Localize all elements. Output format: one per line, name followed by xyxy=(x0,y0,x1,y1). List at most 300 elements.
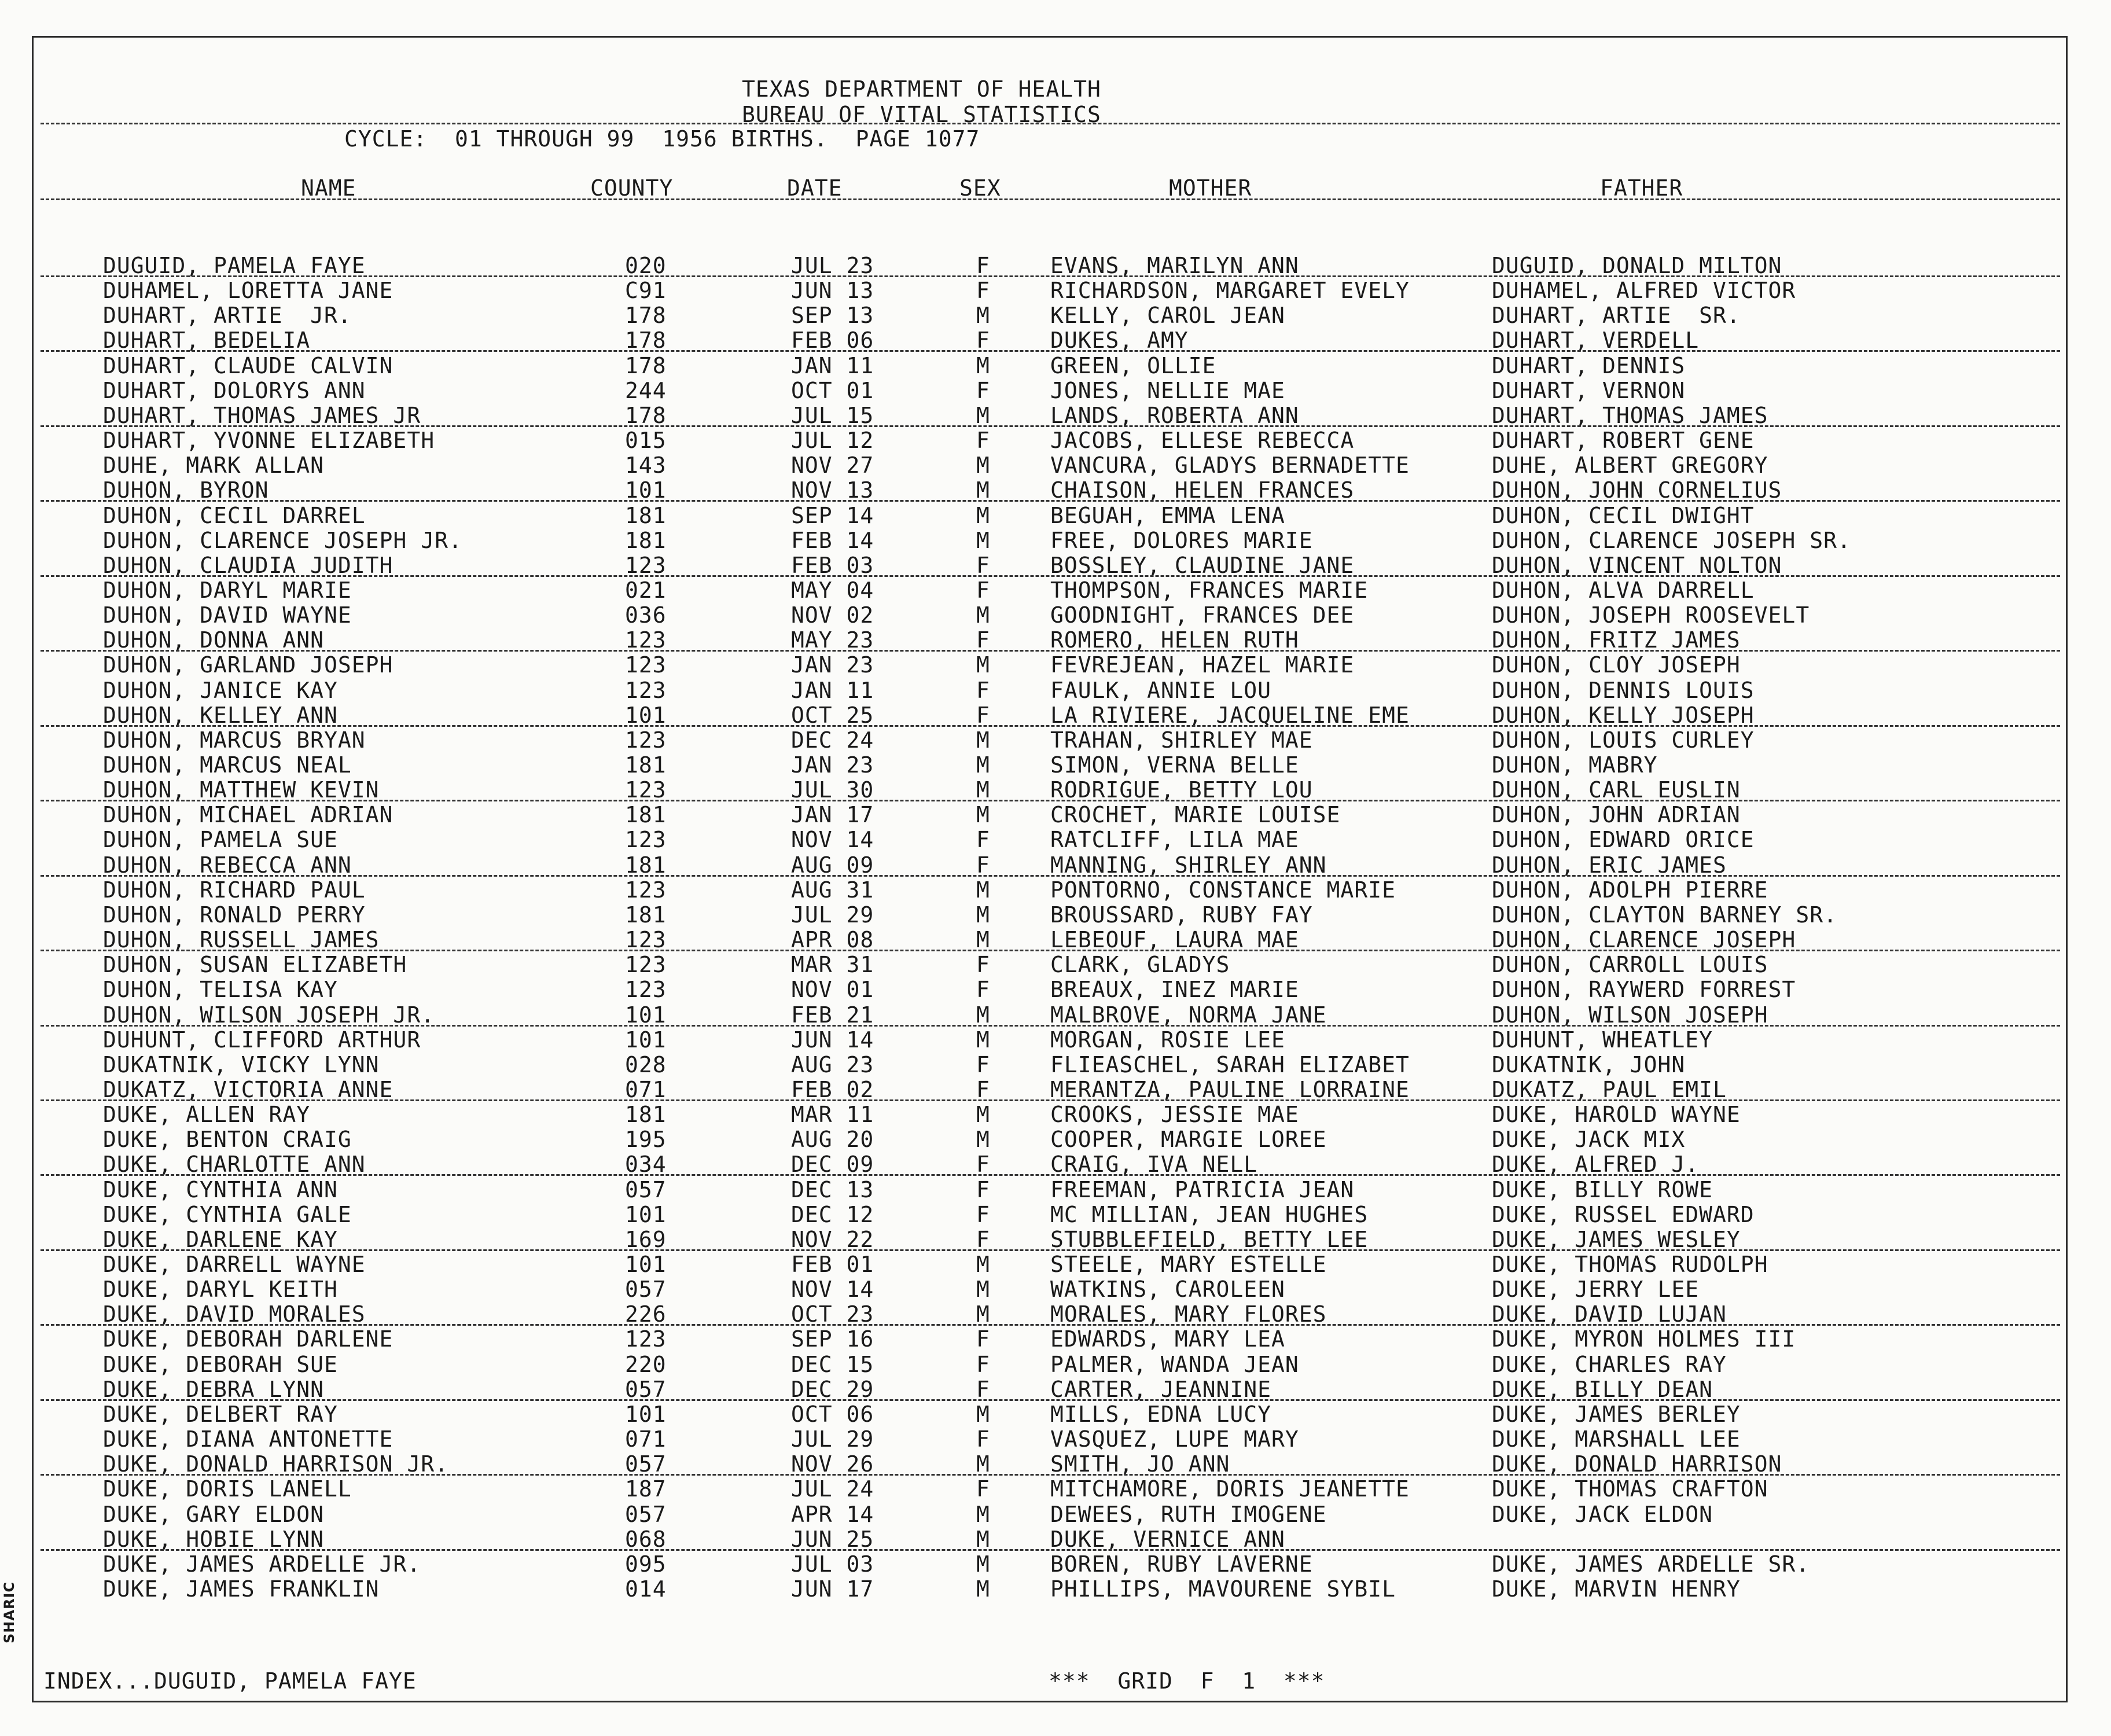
cell-sex: M xyxy=(976,502,990,528)
cell-name: DUHON, MICHAEL ADRIAN xyxy=(103,802,393,828)
cell-father: DUHON, CECIL DWIGHT xyxy=(1492,502,1755,528)
cell-county: 181 xyxy=(625,1102,667,1128)
cell-county: 220 xyxy=(625,1351,667,1377)
cell-father: DUKE, JAMES BERLEY xyxy=(1492,1401,1741,1427)
cell-mother: TRAHAN, SHIRLEY MAE xyxy=(1050,727,1313,753)
cell-name: DUHART, DOLORYS ANN xyxy=(103,377,366,403)
cell-date: JUN 14 xyxy=(791,1027,874,1053)
table-row xyxy=(0,903,2111,928)
cell-date: DEC 29 xyxy=(791,1376,874,1402)
cell-name: DUKE, DEBORAH SUE xyxy=(103,1351,338,1377)
cell-date: MAY 23 xyxy=(791,627,874,653)
cell-date: SEP 16 xyxy=(791,1326,874,1352)
cell-date: NOV 22 xyxy=(791,1226,874,1252)
cell-name: DUHON, RUSSELL JAMES xyxy=(103,927,380,953)
cell-father: DUKE, THOMAS CRAFTON xyxy=(1492,1476,1768,1502)
cell-date: SEP 13 xyxy=(791,303,874,329)
cell-father: DUKATZ, PAUL EMIL xyxy=(1492,1076,1727,1102)
cell-father: DUKE, JAMES ARDELLE SR. xyxy=(1492,1551,1810,1577)
table-row xyxy=(0,753,2111,778)
cell-father: DUHART, DENNIS xyxy=(1492,352,1686,378)
group-rule xyxy=(41,1099,2060,1101)
table-row xyxy=(0,1277,2111,1302)
cell-father: DUKE, DONALD HARRISON xyxy=(1492,1451,1782,1477)
cell-sex: M xyxy=(976,877,990,903)
cell-sex: F xyxy=(976,1376,990,1402)
cell-mother: CROOKS, JESSIE MAE xyxy=(1050,1102,1299,1128)
cell-father: DUHON, CLARENCE JOSEPH xyxy=(1492,927,1796,953)
cell-sex: F xyxy=(976,1476,990,1502)
table-row xyxy=(0,303,2111,328)
cell-county: 123 xyxy=(625,977,667,1003)
cell-mother: WATKINS, CAROLEEN xyxy=(1050,1277,1285,1303)
cell-county: 143 xyxy=(625,453,667,479)
table-row xyxy=(0,928,2111,952)
cell-date: AUG 31 xyxy=(791,877,874,903)
cell-county: 169 xyxy=(625,1226,667,1252)
table-row xyxy=(0,1003,2111,1028)
cell-sex: F xyxy=(976,952,990,978)
col-header-date: DATE xyxy=(787,175,843,201)
cell-name: DUHAMEL, LORETTA JANE xyxy=(103,278,393,304)
cell-father: DUKE, RUSSEL EDWARD xyxy=(1492,1201,1755,1227)
table-row xyxy=(0,1077,2111,1102)
cell-sex: F xyxy=(976,253,990,278)
cell-county: 057 xyxy=(625,1501,667,1527)
cell-sex: F xyxy=(976,827,990,853)
table-row xyxy=(0,728,2111,753)
cell-mother: FREEMAN, PATRICIA JEAN xyxy=(1050,1176,1355,1202)
cell-mother: JACOBS, ELLESE REBECCA xyxy=(1050,428,1355,454)
cell-name: DUHART, THOMAS JAMES JR xyxy=(103,402,421,428)
cell-name: DUHON, DAVID WAYNE xyxy=(103,602,352,628)
cell-mother: PALMER, WANDA JEAN xyxy=(1050,1351,1299,1377)
cell-mother: MERANTZA, PAULINE LORRAINE xyxy=(1050,1076,1410,1102)
cell-name: DUKE, CYNTHIA GALE xyxy=(103,1201,352,1227)
cell-mother: MORALES, MARY FLORES xyxy=(1050,1301,1327,1327)
cell-date: FEB 03 xyxy=(791,552,874,578)
col-header-mother: MOTHER xyxy=(1169,175,1252,201)
cell-sex: M xyxy=(976,802,990,828)
table-row xyxy=(0,827,2111,852)
cell-sex: M xyxy=(976,1551,990,1577)
cell-mother: JONES, NELLIE MAE xyxy=(1050,377,1285,403)
table-row xyxy=(0,803,2111,827)
cell-father: DUKE, THOMAS RUDOLPH xyxy=(1492,1252,1768,1277)
cell-father: DUKE, MARVIN HENRY xyxy=(1492,1576,1741,1602)
cell-name: DUHART, CLAUDE CALVIN xyxy=(103,352,393,378)
cell-sex: F xyxy=(976,1076,990,1102)
cell-name: DUHON, RONALD PERRY xyxy=(103,902,366,928)
cell-sex: M xyxy=(976,902,990,928)
cell-mother: VANCURA, GLADYS BERNADETTE xyxy=(1050,453,1410,479)
cell-mother: CLARK, GLADYS xyxy=(1050,952,1230,978)
cell-county: 057 xyxy=(625,1277,667,1303)
table-row xyxy=(0,952,2111,977)
cell-county: 057 xyxy=(625,1376,667,1402)
cell-father: DUHON, EDWARD ORICE xyxy=(1492,827,1755,853)
col-header-father: FATHER xyxy=(1600,175,1683,201)
table-row xyxy=(0,1352,2111,1377)
cell-mother: FEVREJEAN, HAZEL MARIE xyxy=(1050,652,1355,678)
table-row xyxy=(0,253,2111,278)
cell-sex: M xyxy=(976,1002,990,1028)
cell-name: DUHUNT, CLIFFORD ARTHUR xyxy=(103,1027,421,1053)
cell-name: DUHON, MATTHEW KEVIN xyxy=(103,777,380,803)
cell-mother: BOSSLEY, CLAUDINE JANE xyxy=(1050,552,1355,578)
cell-county: 123 xyxy=(625,952,667,978)
cell-date: JUL 30 xyxy=(791,777,874,803)
group-rule xyxy=(41,800,2060,801)
table-row xyxy=(0,1402,2111,1427)
cell-father: DUKE, JERRY LEE xyxy=(1492,1277,1700,1303)
cell-sex: M xyxy=(976,402,990,428)
cell-county: 101 xyxy=(625,702,667,728)
cell-county: 123 xyxy=(625,552,667,578)
cell-name: DUHON, CLAUDIA JUDITH xyxy=(103,552,393,578)
cell-father: DUKE, DAVID LUJAN xyxy=(1492,1301,1727,1327)
cell-mother: THOMPSON, FRANCES MARIE xyxy=(1050,577,1369,603)
cell-name: DUKE, JAMES ARDELLE JR. xyxy=(103,1551,421,1577)
cell-mother: MALBROVE, NORMA JANE xyxy=(1050,1002,1327,1028)
cell-father: DUKATNIK, JOHN xyxy=(1492,1051,1686,1077)
cell-father: DUHART, ROBERT GENE xyxy=(1492,428,1755,454)
cell-father: DUHON, ADOLPH PIERRE xyxy=(1492,877,1768,903)
cell-name: DUKE, DAVID MORALES xyxy=(103,1301,366,1327)
cell-name: DUHON, CECIL DARREL xyxy=(103,502,366,528)
cell-name: DUKE, DIANA ANTONETTE xyxy=(103,1426,393,1452)
cell-date: JUL 23 xyxy=(791,253,874,278)
cell-sex: F xyxy=(976,1326,990,1352)
group-rule xyxy=(41,575,2060,577)
cell-mother: CHAISON, HELEN FRANCES xyxy=(1050,477,1355,503)
group-rule xyxy=(41,275,2060,277)
cell-date: JAN 11 xyxy=(791,677,874,703)
cell-date: FEB 14 xyxy=(791,527,874,553)
cell-mother: BOREN, RUBY LAVERNE xyxy=(1050,1551,1313,1577)
cell-name: DUHON, PAMELA SUE xyxy=(103,827,338,853)
cell-county: 101 xyxy=(625,1252,667,1277)
cell-name: DUHON, MARCUS NEAL xyxy=(103,752,352,778)
cell-county: 181 xyxy=(625,527,667,553)
cell-date: JAN 11 xyxy=(791,352,874,378)
cell-county: 123 xyxy=(625,727,667,753)
cell-sex: F xyxy=(976,328,990,354)
cell-date: JUL 12 xyxy=(791,428,874,454)
cell-father: DUHON, CLARENCE JOSEPH SR. xyxy=(1492,527,1851,553)
cell-sex: M xyxy=(976,1576,990,1602)
cell-mother: LEBEOUF, LAURA MAE xyxy=(1050,927,1299,953)
table-row xyxy=(0,653,2111,678)
cell-name: DUKE, DARRELL WAYNE xyxy=(103,1252,366,1277)
col-header-county: COUNTY xyxy=(590,175,674,201)
cell-sex: F xyxy=(976,1226,990,1252)
table-row xyxy=(0,428,2111,453)
cell-mother: FLIEASCHEL, SARAH ELIZABET xyxy=(1050,1051,1410,1077)
cell-date: FEB 02 xyxy=(791,1076,874,1102)
table-row xyxy=(0,678,2111,703)
cell-county: 123 xyxy=(625,827,667,853)
cell-name: DUHART, YVONNE ELIZABETH xyxy=(103,428,435,454)
table-row xyxy=(0,1102,2111,1127)
table-row xyxy=(0,378,2111,403)
table-row xyxy=(0,853,2111,878)
col-header-name: NAME xyxy=(301,175,356,201)
cell-sex: F xyxy=(976,552,990,578)
cell-name: DUHE, MARK ALLAN xyxy=(103,453,325,479)
cell-father: DUKE, JACK ELDON xyxy=(1492,1501,1713,1527)
cell-mother: STUBBLEFIELD, BETTY LEE xyxy=(1050,1226,1369,1252)
cell-name: DUHON, GARLAND JOSEPH xyxy=(103,652,393,678)
cell-mother: ROMERO, HELEN RUTH xyxy=(1050,627,1299,653)
table-row xyxy=(0,703,2111,728)
table-row xyxy=(0,603,2111,628)
cell-sex: F xyxy=(976,1426,990,1452)
cell-date: DEC 15 xyxy=(791,1351,874,1377)
cell-sex: M xyxy=(976,1451,990,1477)
cell-name: DUKE, ALLEN RAY xyxy=(103,1102,311,1128)
cell-mother: PONTORNO, CONSTANCE MARIE xyxy=(1050,877,1396,903)
cell-county: 071 xyxy=(625,1076,667,1102)
cell-county: 071 xyxy=(625,1426,667,1452)
cell-county: 187 xyxy=(625,1476,667,1502)
cell-county: 101 xyxy=(625,1002,667,1028)
table-row xyxy=(0,1178,2111,1202)
cell-date: JUL 15 xyxy=(791,402,874,428)
cell-father: DUHON, JOHN ADRIAN xyxy=(1492,802,1741,828)
cell-date: FEB 21 xyxy=(791,1002,874,1028)
group-rule xyxy=(41,1549,2060,1551)
group-rule xyxy=(41,350,2060,352)
cell-date: APR 08 xyxy=(791,927,874,953)
table-row xyxy=(0,1252,2111,1277)
cell-county: 036 xyxy=(625,602,667,628)
cell-date: JUN 25 xyxy=(791,1526,874,1552)
cell-name: DUHON, RICHARD PAUL xyxy=(103,877,366,903)
cell-county: 101 xyxy=(625,1401,667,1427)
cell-sex: F xyxy=(976,1176,990,1202)
cell-father: DUGUID, DONALD MILTON xyxy=(1492,253,1782,278)
cell-date: OCT 06 xyxy=(791,1401,874,1427)
cell-date: JAN 17 xyxy=(791,802,874,828)
cell-father: DUHON, FRITZ JAMES xyxy=(1492,627,1741,653)
cell-county: 181 xyxy=(625,802,667,828)
cell-name: DUGUID, PAMELA FAYE xyxy=(103,253,366,278)
cell-father: DUKE, JAMES WESLEY xyxy=(1492,1226,1741,1252)
table-row xyxy=(0,1552,2111,1577)
cell-name: DUKE, CHARLOTTE ANN xyxy=(103,1152,366,1178)
cell-name: DUKE, DORIS LANELL xyxy=(103,1476,352,1502)
cell-name: DUHON, DARYL MARIE xyxy=(103,577,352,603)
grid-footer: *** GRID F 1 *** xyxy=(1049,1668,1325,1694)
cell-date: DEC 13 xyxy=(791,1176,874,1202)
cell-father: DUHON, CLAYTON BARNEY SR. xyxy=(1492,902,1837,928)
cell-mother: SMITH, JO ANN xyxy=(1050,1451,1230,1477)
cell-county: 123 xyxy=(625,652,667,678)
cell-mother: RICHARDSON, MARGARET EVELY xyxy=(1050,278,1410,304)
group-rule xyxy=(41,1249,2060,1251)
cell-sex: M xyxy=(976,1127,990,1153)
cell-county: 068 xyxy=(625,1526,667,1552)
cell-name: DUKATZ, VICTORIA ANNE xyxy=(103,1076,393,1102)
cell-name: DUKE, DARLENE KAY xyxy=(103,1226,338,1252)
cell-date: APR 14 xyxy=(791,1501,874,1527)
group-rule xyxy=(41,425,2060,427)
cell-county: 123 xyxy=(625,927,667,953)
cell-county: 101 xyxy=(625,1201,667,1227)
cell-sex: F xyxy=(976,577,990,603)
cell-mother: LA RIVIERE, JACQUELINE EME xyxy=(1050,702,1410,728)
cell-date: OCT 23 xyxy=(791,1301,874,1327)
cell-name: DUHON, CLARENCE JOSEPH JR. xyxy=(103,527,462,553)
cell-sex: M xyxy=(976,727,990,753)
table-row xyxy=(0,278,2111,303)
cell-father: DUHAMEL, ALFRED VICTOR xyxy=(1492,278,1796,304)
cell-date: JUN 17 xyxy=(791,1576,874,1602)
cell-mother: BEGUAH, EMMA LENA xyxy=(1050,502,1285,528)
cell-mother: KELLY, CAROL JEAN xyxy=(1050,303,1285,329)
cell-father: DUHART, THOMAS JAMES xyxy=(1492,402,1768,428)
cell-mother: MC MILLIAN, JEAN HUGHES xyxy=(1050,1201,1369,1227)
cell-name: DUHON, WILSON JOSEPH JR. xyxy=(103,1002,435,1028)
cell-date: JUL 29 xyxy=(791,902,874,928)
group-rule xyxy=(41,1174,2060,1176)
cell-sex: F xyxy=(976,1152,990,1178)
cell-mother: SIMON, VERNA BELLE xyxy=(1050,752,1299,778)
cell-date: JAN 23 xyxy=(791,752,874,778)
side-stamp: SHARIC xyxy=(1,1581,17,1643)
cell-father: DUHON, DENNIS LOUIS xyxy=(1492,677,1755,703)
cell-date: FEB 01 xyxy=(791,1252,874,1277)
cell-date: JAN 23 xyxy=(791,652,874,678)
cell-date: AUG 09 xyxy=(791,852,874,878)
cell-date: MAR 11 xyxy=(791,1102,874,1128)
group-rule xyxy=(41,1399,2060,1401)
cell-name: DUHON, TELISA KAY xyxy=(103,977,338,1003)
cell-sex: M xyxy=(976,777,990,803)
cell-sex: F xyxy=(976,377,990,403)
cell-father: DUKE, ALFRED J. xyxy=(1492,1152,1700,1178)
cell-mother: FAULK, ANNIE LOU xyxy=(1050,677,1272,703)
cell-sex: M xyxy=(976,1277,990,1303)
table-row xyxy=(0,1327,2111,1352)
cell-sex: F xyxy=(976,1051,990,1077)
cell-sex: F xyxy=(976,702,990,728)
cell-name: DUHON, JANICE KAY xyxy=(103,677,338,703)
cell-father: DUKE, CHARLES RAY xyxy=(1492,1351,1727,1377)
table-row xyxy=(0,503,2111,528)
cell-county: 057 xyxy=(625,1176,667,1202)
cell-father: DUKE, BILLY ROWE xyxy=(1492,1176,1713,1202)
cell-county: 123 xyxy=(625,677,667,703)
cell-county: 181 xyxy=(625,752,667,778)
index-footer: INDEX...DUGUID, PAMELA FAYE xyxy=(43,1668,417,1694)
cell-date: JUL 29 xyxy=(791,1426,874,1452)
cell-father: DUKE, JACK MIX xyxy=(1492,1127,1686,1153)
cell-mother: CARTER, JEANNINE xyxy=(1050,1376,1272,1402)
cell-sex: M xyxy=(976,352,990,378)
cell-mother: BROUSSARD, RUBY FAY xyxy=(1050,902,1313,928)
cell-sex: M xyxy=(976,602,990,628)
cell-date: NOV 26 xyxy=(791,1451,874,1477)
cell-sex: M xyxy=(976,1252,990,1277)
cell-county: 226 xyxy=(625,1301,667,1327)
cell-sex: F xyxy=(976,428,990,454)
cell-sex: M xyxy=(976,303,990,329)
cell-mother: EDWARDS, MARY LEA xyxy=(1050,1326,1285,1352)
cell-name: DUKE, DEBORAH DARLENE xyxy=(103,1326,393,1352)
table-row xyxy=(0,1427,2111,1452)
cell-county: 015 xyxy=(625,428,667,454)
cell-date: JUN 13 xyxy=(791,278,874,304)
cell-date: NOV 02 xyxy=(791,602,874,628)
cell-sex: M xyxy=(976,1102,990,1128)
table-row xyxy=(0,1502,2111,1527)
cell-county: 123 xyxy=(625,877,667,903)
cell-date: DEC 24 xyxy=(791,727,874,753)
cell-name: DUHON, REBECCA ANN xyxy=(103,852,352,878)
cell-county: 123 xyxy=(625,1326,667,1352)
group-rule xyxy=(41,725,2060,727)
cell-father: DUHON, CARROLL LOUIS xyxy=(1492,952,1768,978)
cell-name: DUKE, HOBIE LYNN xyxy=(103,1526,325,1552)
cell-mother: CROCHET, MARIE LOUISE xyxy=(1050,802,1341,828)
group-rule xyxy=(41,650,2060,652)
table-row xyxy=(0,1202,2111,1227)
table-row xyxy=(0,328,2111,353)
cell-name: DUKE, DONALD HARRISON JR. xyxy=(103,1451,448,1477)
cell-county: 181 xyxy=(625,902,667,928)
cell-county: 095 xyxy=(625,1551,667,1577)
cell-sex: M xyxy=(976,1301,990,1327)
table-row xyxy=(0,778,2111,803)
cell-father: DUHON, JOSEPH ROOSEVELT xyxy=(1492,602,1810,628)
cell-date: FEB 06 xyxy=(791,328,874,354)
cell-sex: M xyxy=(976,477,990,503)
table-row xyxy=(0,1477,2111,1502)
cell-sex: M xyxy=(976,1501,990,1527)
cell-county: 014 xyxy=(625,1576,667,1602)
cell-mother: LANDS, ROBERTA ANN xyxy=(1050,402,1299,428)
cell-sex: M xyxy=(976,927,990,953)
cell-name: DUKE, DEBRA LYNN xyxy=(103,1376,325,1402)
cell-mother: BREAUX, INEZ MARIE xyxy=(1050,977,1299,1003)
table-row xyxy=(0,1028,2111,1053)
cell-sex: F xyxy=(976,278,990,304)
table-row xyxy=(0,354,2111,378)
cell-father: DUHON, MABRY xyxy=(1492,752,1658,778)
table-row xyxy=(0,878,2111,903)
group-rule xyxy=(41,950,2060,951)
cell-father: DUHON, VINCENT NOLTON xyxy=(1492,552,1782,578)
table-row xyxy=(0,453,2111,478)
cell-date: NOV 01 xyxy=(791,977,874,1003)
cell-father: DUHON, CLOY JOSEPH xyxy=(1492,652,1741,678)
bureau-title: BUREAU OF VITAL STATISTICS xyxy=(742,102,1101,127)
cell-mother: CRAIG, IVA NELL xyxy=(1050,1152,1258,1178)
col-header-sex: SEX xyxy=(959,175,1001,201)
table-row xyxy=(0,478,2111,503)
cell-county: 178 xyxy=(625,328,667,354)
table-row xyxy=(0,1377,2111,1402)
table-row xyxy=(0,1527,2111,1552)
cell-county: 020 xyxy=(625,253,667,278)
cell-father: DUKE, BILLY DEAN xyxy=(1492,1376,1713,1402)
cell-mother: MILLS, EDNA LUCY xyxy=(1050,1401,1272,1427)
cell-father: DUHON, LOUIS CURLEY xyxy=(1492,727,1755,753)
cell-sex: M xyxy=(976,752,990,778)
cell-date: JUL 24 xyxy=(791,1476,874,1502)
